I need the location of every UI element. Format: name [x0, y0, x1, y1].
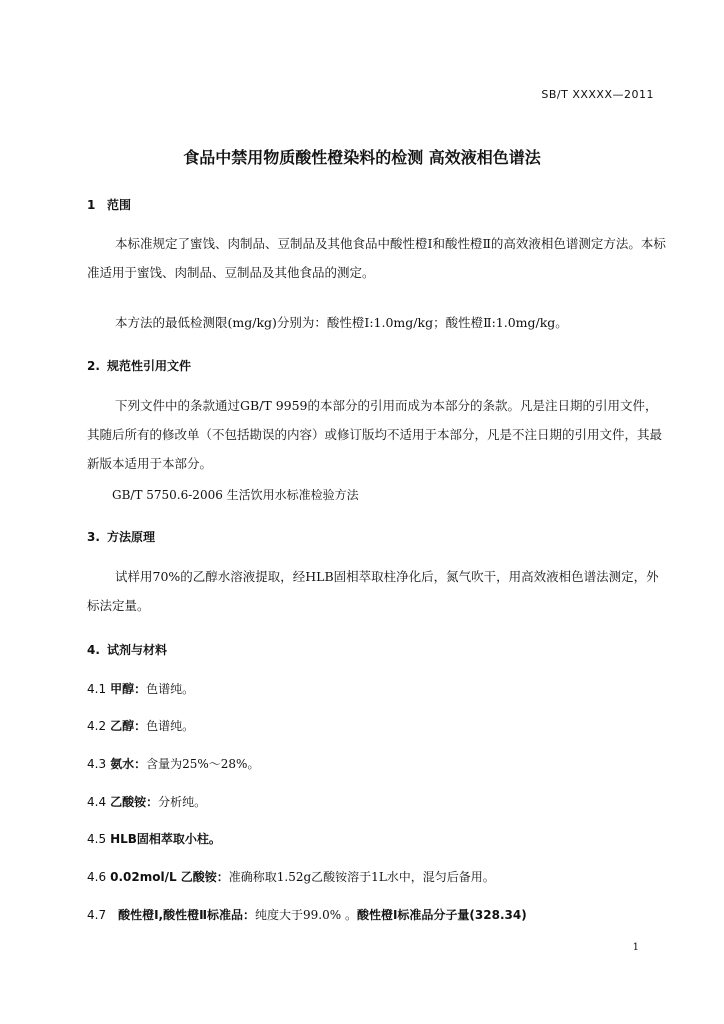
item-label: 氨水：: [110, 757, 147, 771]
item-label: 乙酸铵：: [110, 795, 159, 809]
reagent-item: [87, 906, 527, 923]
document-number: SB/T XXXXX—2011: [541, 88, 654, 101]
item-label: 酸性橙Ⅰ,酸性橙Ⅱ标准品：: [118, 908, 256, 922]
item-label: 乙醇：: [110, 719, 147, 733]
section-heading-scope: [87, 196, 131, 213]
item-label: 0.02mol/L 乙酸铵：: [110, 870, 229, 884]
reagent-item: [87, 755, 259, 772]
item-text: 色谱纯。: [146, 719, 195, 733]
page-number: 1: [632, 942, 639, 953]
item-text: 纯度大于99.0% 。: [255, 908, 357, 922]
item-number: 4.2: [87, 719, 107, 733]
item-number: 4.4: [87, 795, 107, 809]
item-text: 分析纯。: [158, 795, 207, 809]
item-text: 含量为25%～28%。: [146, 757, 260, 771]
reagent-item: [87, 793, 206, 810]
section-heading-normative: [87, 357, 191, 374]
item-number: 4.7: [87, 908, 107, 922]
reagent-item: [87, 717, 194, 734]
page-title: 食品中禁用物质酸性橙染料的检测 高效液相色谱法: [183, 148, 541, 167]
section-title: 方法原理: [107, 530, 156, 544]
item-text: 色谱纯。: [146, 682, 195, 696]
item-number: 4.3: [87, 757, 107, 771]
section-number: 4.: [87, 643, 100, 657]
section-heading-principle: [87, 528, 155, 545]
item-text: 准确称取1.52g乙酸铵溶于1L水中，混匀后备用。: [228, 870, 495, 884]
section-number: 1: [87, 198, 96, 212]
item-label: 甲醇：: [110, 682, 147, 696]
normative-paragraph: 下列文件中的条款通过GB/T 9959的本部分的引用而成为本部分的条款。凡是注日期的引用文件，其随后所有的修改单（不包括勘误的内容）或修订版均不适用于本部分，凡是不注日期的引用文件，其最新版本适用于本部分。: [87, 398, 663, 471]
section-title: 规范性引用文件: [107, 359, 192, 373]
section-heading-reagents: [87, 641, 167, 658]
section-title: 范围: [107, 198, 132, 212]
reagent-item: [87, 680, 194, 697]
item-number: 4.6: [87, 870, 107, 884]
section-title: 试剂与材料: [107, 643, 168, 657]
item-label: HLB固相萃取小柱。: [110, 832, 221, 846]
item-number: 4.5: [87, 832, 107, 846]
section-number: 2.: [87, 359, 100, 373]
reagent-item: [87, 830, 221, 847]
item-number: 4.1: [87, 682, 107, 696]
scope-paragraph-2: 本方法的最低检测限(mg/kg)分别为：酸性橙Ⅰ:1.0mg/kg；酸性橙Ⅱ:1.0mg/kg。: [115, 315, 568, 330]
reagent-item: [87, 868, 495, 885]
principle-paragraph: 试样用70%的乙醇水溶液提取，经HLB固相萃取柱净化后，氮气吹干，用高效液相色谱法测定，外标法定量。: [87, 569, 659, 613]
scope-paragraph-1: 本标准规定了蜜饯、肉制品、豆制品及其他食品中酸性橙Ⅰ和酸性橙Ⅱ的高效液相色谱测定方法。本标准适用于蜜饯、肉制品、豆制品及其他食品的测定。: [87, 236, 666, 280]
section-number: 3.: [87, 530, 100, 544]
normative-reference: GB/T 5750.6-2006 生活饮用水标准检验方法: [112, 488, 359, 502]
item-tail: 酸性橙Ⅰ标准品分子量(328.34): [356, 908, 527, 922]
